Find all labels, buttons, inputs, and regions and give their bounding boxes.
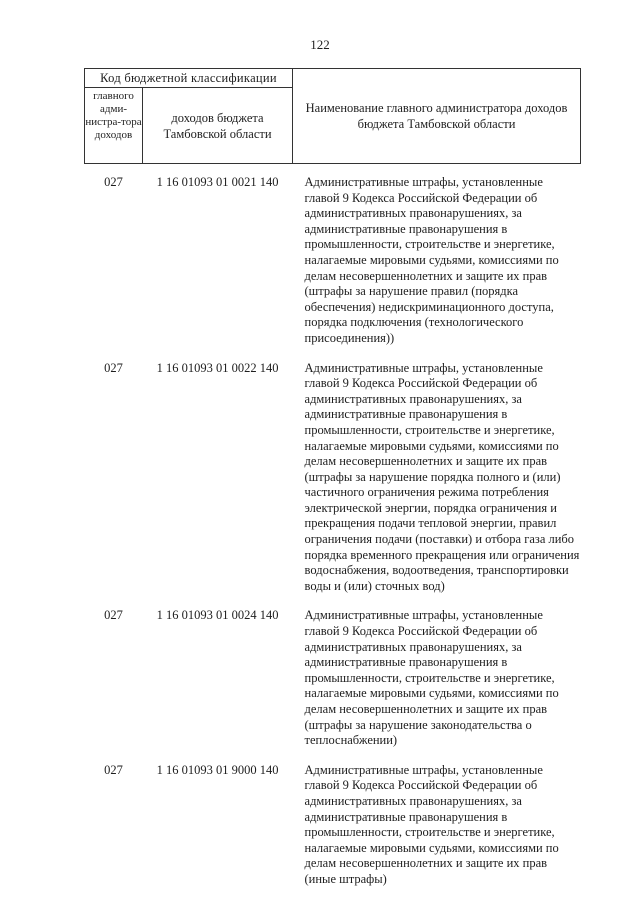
table-header (85, 69, 581, 164)
description-cell: Административные штрафы, установленные главой 9 Кодекса Российской Федерации об административных правонарушениях, за административные правонарушения в промышленности, строительстве и энергетике, налагаемые мировыми судьями, комиссиями по делам несовершеннолетних и защите их прав (иные штрафы) (304, 762, 559, 886)
admin-code-cell: 027 (104, 360, 123, 375)
table-body (85, 164, 581, 888)
table-row (85, 759, 581, 888)
description-cell: Административные штрафы, установленные главой 9 Кодекса Российской Федерации об административных правонарушениях, за административные правонарушения в промышленности, строительстве и энергетике, налагаемые мировыми судьями, комиссиями по делам несовершеннолетних и защите их прав (штрафы за нарушение правил (порядка обеспечения) недискриминационного доступа, порядка подключения (технологического присоединения)) (304, 175, 559, 345)
classification-code-cell: 1 16 01093 01 0022 140 (156, 360, 279, 375)
admin-code-header: главного адми-нистра-тора доходов (85, 88, 143, 164)
table-row (85, 171, 581, 347)
classification-code-cell: 1 16 01093 01 0024 140 (156, 608, 279, 623)
classification-code-cell: 1 16 01093 01 0021 140 (156, 175, 279, 189)
description-cell: Административные штрафы, установленные главой 9 Кодекса Российской Федерации об административных правонарушениях, за административные правонарушения в промышленности, строительстве и энергетике, налагаемые мировыми судьями, комиссиями по делам несовершеннолетних и защите их прав (штрафы за нарушение порядка полного и (или) частичного ограничения режима потребления электрической энергии, порядка ограничения и прекращения подачи тепловой энергии, правил ограничения подачи (поставки) и отбора газа либо порядка временного прекращения или ограничения водоснабжения, водоотведения, транспортировки воды и (или) сточных вод) (304, 360, 580, 593)
classification-code-cell: 1 16 01093 01 9000 140 (156, 762, 279, 777)
table-row (85, 604, 581, 748)
admin-code-cell: 027 (104, 762, 123, 777)
table-row (85, 357, 581, 595)
classification-code-header: Код бюджетной классификации (85, 69, 293, 88)
admin-code-cell: 027 (104, 608, 123, 623)
description-cell: Административные штрафы, установленные главой 9 Кодекса Российской Федерации об административных правонарушениях, за административные правонарушения в промышленности, строительстве и энергетике, налагаемые мировыми судьями, комиссиями по делам несовершеннолетних и защите их прав (штрафы за нарушение законодательства о теплоснабжении) (304, 608, 559, 748)
administrator-name-header: Наименование главного администратора доходов бюджета Тамбовской области (293, 69, 581, 164)
budget-classification-table (84, 68, 581, 888)
page-number: 122 (310, 37, 330, 52)
income-code-header: доходов бюджета Тамбовской области (143, 88, 293, 164)
admin-code-cell: 027 (104, 175, 123, 189)
